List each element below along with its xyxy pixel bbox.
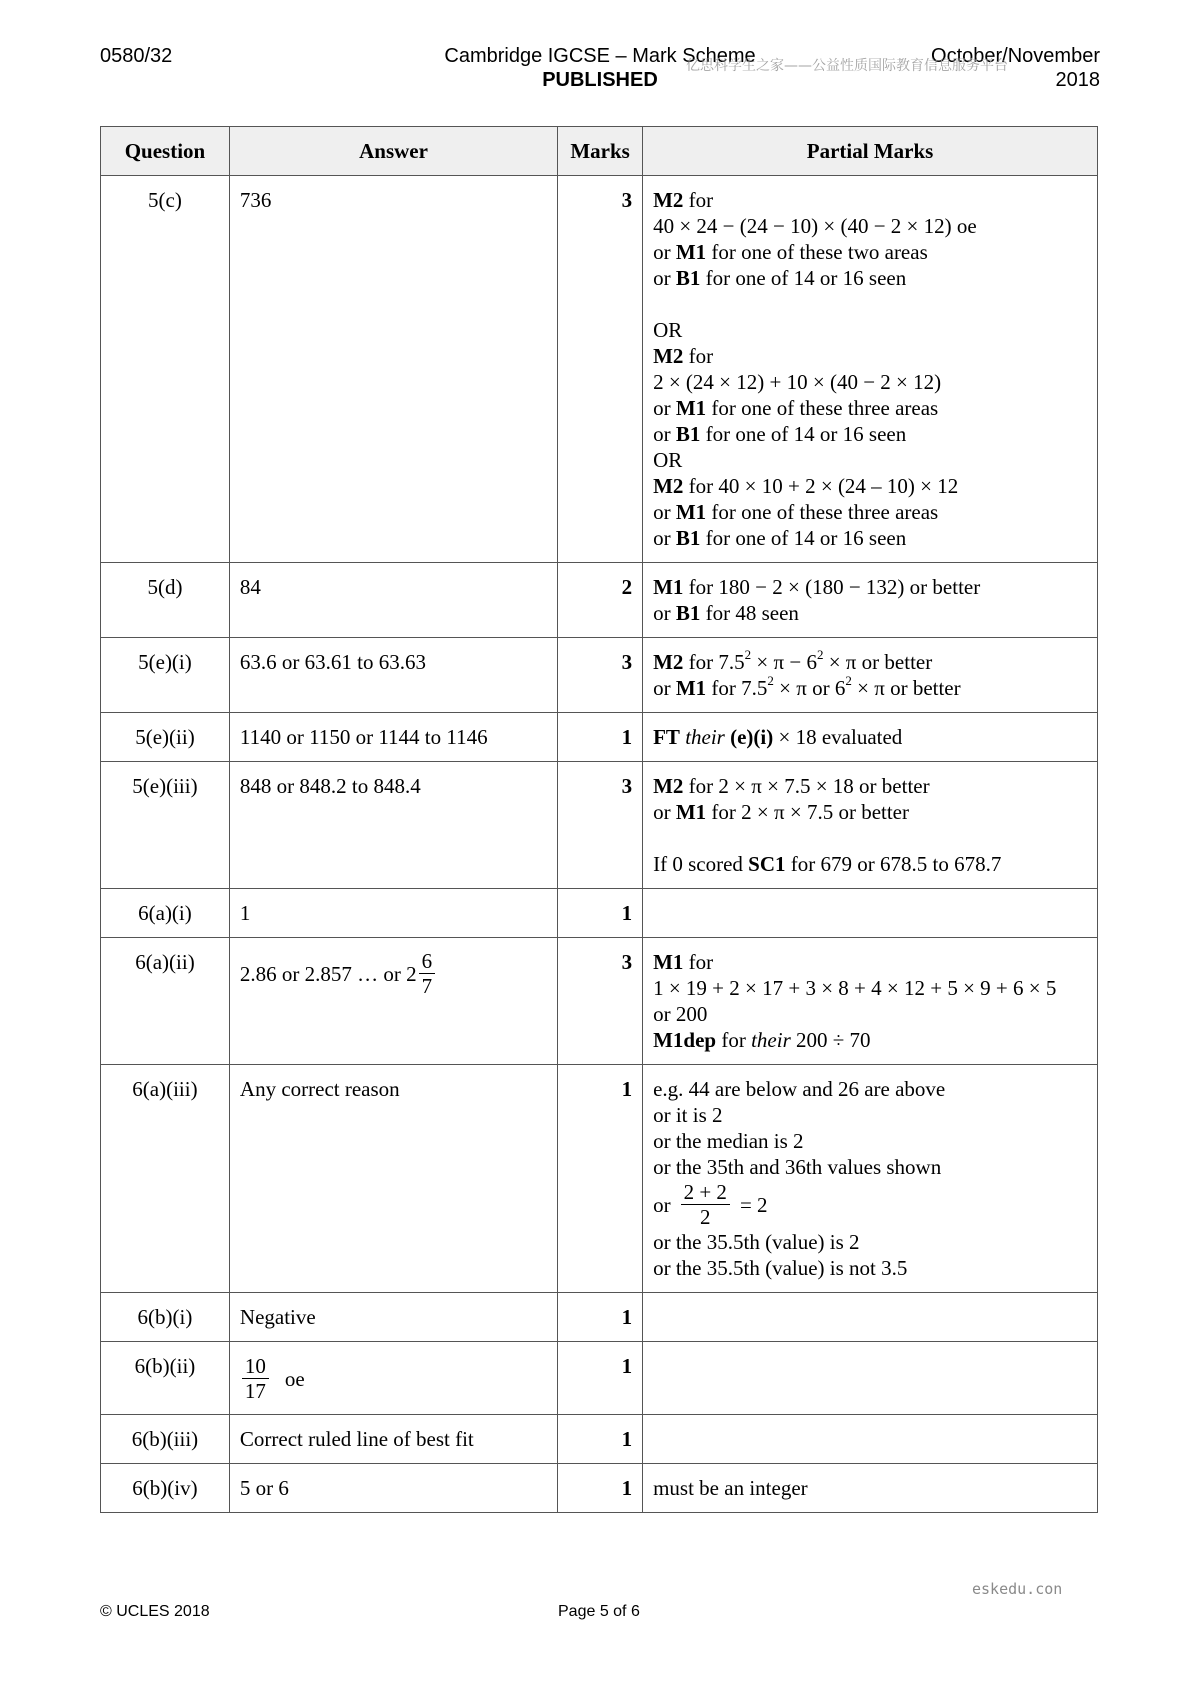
line-text: 40 × 24 − (24 − 10) × (40 − 2 × 12) oe bbox=[653, 214, 977, 238]
partial-mark-line: or the 35th and 36th values shown bbox=[653, 1155, 942, 1179]
marks-value: 3 bbox=[558, 762, 643, 889]
table-header-row bbox=[101, 127, 1098, 176]
partial-mark-line: or it is 2 bbox=[653, 1103, 723, 1127]
line-text: 200 ÷ 70 bbox=[790, 1028, 871, 1052]
partial-mark-line bbox=[653, 447, 1087, 473]
line-prefix: or bbox=[653, 422, 676, 446]
partial-mark-line: or the median is 2 bbox=[653, 1129, 804, 1153]
line-text: for one of 14 or 16 seen bbox=[700, 526, 907, 550]
table-row bbox=[101, 889, 1098, 938]
mark-code: M1 bbox=[653, 575, 684, 599]
table-row bbox=[101, 1293, 1098, 1342]
partial-mark-line bbox=[653, 773, 1087, 799]
partial-mark-line: or the 35.5th (value) is 2 bbox=[653, 1230, 860, 1254]
line-prefix: or bbox=[653, 240, 676, 264]
line-text: for one of 14 or 16 seen bbox=[700, 422, 907, 446]
partial-marks-cell bbox=[643, 889, 1098, 938]
partial-marks-cell bbox=[643, 563, 1098, 638]
answer-text: Correct ruled line of best fit bbox=[239, 1427, 474, 1451]
marks-value: 1 bbox=[558, 1415, 643, 1464]
line-text: for 7.5 bbox=[706, 676, 768, 700]
fraction bbox=[419, 949, 436, 998]
partial-mark-line bbox=[653, 395, 1087, 421]
line-text: for one of these three areas bbox=[706, 500, 939, 524]
table-row bbox=[101, 1464, 1098, 1513]
marks-value: 3 bbox=[558, 938, 643, 1065]
partial-mark-line bbox=[653, 187, 1087, 213]
partial-marks-cell bbox=[643, 176, 1098, 563]
line-text: OR bbox=[653, 448, 683, 472]
mark-code: M2 bbox=[653, 474, 684, 498]
partial-mark-line bbox=[653, 724, 1087, 750]
marks-value: 3 bbox=[558, 176, 643, 563]
partial-marks-cell bbox=[643, 638, 1098, 713]
line-text: for 679 or 678.5 to 678.7 bbox=[785, 852, 1002, 876]
mark-code: M1 bbox=[675, 500, 707, 524]
answer-text: 736 bbox=[239, 188, 272, 212]
line-text: for 7.5 bbox=[683, 650, 745, 674]
watermark-text: 亿思科学生之家——公益性质国际教育信息服务平台 bbox=[686, 58, 1008, 74]
line-prefix: or bbox=[653, 526, 676, 550]
question-number: 5(e)(ii) bbox=[101, 713, 230, 762]
fraction bbox=[242, 1354, 269, 1403]
line-prefix: or bbox=[653, 500, 676, 524]
line-italic: their bbox=[751, 1028, 791, 1052]
table-row bbox=[101, 563, 1098, 638]
line-text: for 40 × 10 + 2 × (24 – 10) × 12 bbox=[683, 474, 959, 498]
answer-text: 84 bbox=[239, 575, 261, 599]
partial-marks-cell bbox=[643, 713, 1098, 762]
question-number: 6(a)(i) bbox=[101, 889, 230, 938]
mark-code: M2 bbox=[653, 774, 684, 798]
line-text: for 48 seen bbox=[700, 601, 799, 625]
partial-marks-cell bbox=[643, 1415, 1098, 1464]
mark-code: M2 bbox=[653, 188, 684, 212]
table-row bbox=[101, 713, 1098, 762]
year-label: 2018 bbox=[1055, 69, 1100, 91]
answer-cell bbox=[229, 1293, 557, 1342]
line-prefix: or bbox=[653, 1192, 671, 1217]
marks-value: 2 bbox=[558, 563, 643, 638]
partial-mark-line bbox=[653, 343, 1087, 369]
partial-mark-line bbox=[653, 675, 1087, 701]
answer-text: 2.86 or 2.857 … or 2 bbox=[239, 961, 417, 986]
line-text: for 180 − 2 × (180 − 132) or better bbox=[683, 575, 981, 599]
partial-marks-cell bbox=[643, 1342, 1098, 1415]
line-prefix: or bbox=[653, 396, 676, 420]
scheme-title: Cambridge IGCSE – Mark Scheme bbox=[444, 45, 756, 67]
answer-cell bbox=[229, 762, 557, 889]
question-number: 6(a)(iii) bbox=[101, 1065, 230, 1293]
partial-mark-line bbox=[653, 421, 1087, 447]
part-reference: (e)(i) bbox=[730, 725, 774, 749]
table-row bbox=[101, 1065, 1098, 1293]
header-answer: Answer bbox=[229, 127, 557, 176]
question-number: 6(b)(ii) bbox=[101, 1342, 230, 1415]
answer-text: 1 bbox=[239, 901, 251, 925]
answer-text: 63.6 or 63.61 to 63.63 bbox=[239, 650, 426, 674]
partial-mark-line bbox=[653, 949, 1087, 975]
partial-mark-line: or 200 bbox=[653, 1002, 708, 1026]
line-text: OR bbox=[653, 318, 683, 342]
line-text: for bbox=[683, 344, 714, 368]
mark-code: B1 bbox=[675, 601, 701, 625]
line-text: × 18 evaluated bbox=[773, 725, 903, 749]
line-text: for bbox=[716, 1028, 752, 1052]
partial-mark-line bbox=[653, 851, 1087, 877]
line-text: for 2 × π × 7.5 or better bbox=[706, 800, 909, 824]
paper-code: 0580/32 bbox=[100, 45, 173, 67]
marks-value: 1 bbox=[558, 713, 643, 762]
line-text: × π or 6 bbox=[773, 676, 846, 700]
answer-cell bbox=[229, 176, 557, 563]
fraction-numerator: 2 + 2 bbox=[681, 1180, 730, 1205]
partial-mark-line bbox=[653, 473, 1087, 499]
spacer bbox=[653, 291, 1087, 317]
answer-cell bbox=[229, 638, 557, 713]
answer-fraction bbox=[240, 1354, 305, 1403]
marks-value: 1 bbox=[558, 889, 643, 938]
answer-cell bbox=[229, 1415, 557, 1464]
line-prefix: or bbox=[653, 676, 676, 700]
session-label: October/November bbox=[931, 45, 1100, 67]
question-number: 6(b)(i) bbox=[101, 1293, 230, 1342]
line-text: × π − 6 bbox=[751, 650, 817, 674]
line-text: for bbox=[683, 188, 714, 212]
question-number: 5(d) bbox=[101, 563, 230, 638]
mark-code: M1 bbox=[675, 396, 707, 420]
mark-code: M1dep bbox=[653, 1028, 717, 1052]
line-text: × π or better bbox=[851, 676, 961, 700]
mark-code: B1 bbox=[675, 526, 701, 550]
answer-cell bbox=[229, 938, 557, 1065]
mark-code: FT bbox=[653, 725, 680, 749]
mark-scheme-table bbox=[100, 126, 1098, 1513]
table-row bbox=[101, 938, 1098, 1065]
mark-code: B1 bbox=[675, 266, 701, 290]
answer-text: Any correct reason bbox=[239, 1077, 400, 1101]
partial-mark-line: or the 35.5th (value) is not 3.5 bbox=[653, 1256, 908, 1280]
partial-mark-line bbox=[653, 799, 1087, 825]
answer-mixed-number bbox=[240, 949, 437, 998]
fraction-denominator: 7 bbox=[421, 974, 433, 998]
fraction-numerator: 6 bbox=[419, 949, 436, 974]
header-marks: Marks bbox=[558, 127, 643, 176]
question-number: 5(e)(iii) bbox=[101, 762, 230, 889]
answer-text: 848 or 848.2 to 848.4 bbox=[239, 774, 421, 798]
answer-oe: oe bbox=[284, 1366, 305, 1391]
partial-mark-line: e.g. 44 are below and 26 are above bbox=[653, 1077, 946, 1101]
mark-code: M2 bbox=[653, 344, 684, 368]
line-prefix: or bbox=[653, 601, 676, 625]
partial-mark-line bbox=[653, 649, 1087, 675]
partial-mark-line bbox=[653, 239, 1087, 265]
fraction-denominator: 2 bbox=[700, 1205, 711, 1229]
spacer bbox=[653, 825, 1087, 851]
answer-cell bbox=[229, 1065, 557, 1293]
partial-mark-line bbox=[653, 499, 1087, 525]
partial-mark-line bbox=[653, 574, 1087, 600]
marks-value: 1 bbox=[558, 1342, 643, 1415]
partial-marks-cell bbox=[643, 938, 1098, 1065]
partial-mark-line bbox=[653, 1180, 1087, 1229]
marks-value: 1 bbox=[558, 1464, 643, 1513]
mark-code: M1 bbox=[675, 676, 707, 700]
page-number: Page 5 of 6 bbox=[558, 1603, 640, 1620]
question-number: 6(a)(ii) bbox=[101, 938, 230, 1065]
mark-code: SC1 bbox=[748, 852, 786, 876]
question-number: 6(b)(iv) bbox=[101, 1464, 230, 1513]
partial-marks-cell bbox=[643, 762, 1098, 889]
line-text: = 2 bbox=[739, 1192, 768, 1217]
mark-code: M1 bbox=[675, 240, 707, 264]
mark-code: B1 bbox=[675, 422, 701, 446]
line-italic: their bbox=[679, 725, 731, 749]
header-partial-marks: Partial Marks bbox=[643, 127, 1098, 176]
partial-marks-cell bbox=[643, 1464, 1098, 1513]
answer-cell bbox=[229, 1342, 557, 1415]
answer-text: 5 or 6 bbox=[239, 1476, 289, 1500]
partial-marks-cell bbox=[643, 1065, 1098, 1293]
partial-mark-line bbox=[653, 369, 1087, 395]
partial-mark-line bbox=[653, 600, 1087, 626]
line-text: for one of these three areas bbox=[706, 396, 939, 420]
partial-mark-line bbox=[653, 525, 1087, 551]
line-text: for bbox=[683, 950, 714, 974]
published-label: PUBLISHED bbox=[542, 69, 658, 91]
exponent: 2 bbox=[816, 647, 824, 662]
header-question: Question bbox=[101, 127, 230, 176]
marks-value: 3 bbox=[558, 638, 643, 713]
mark-code: M1 bbox=[653, 950, 684, 974]
fraction bbox=[681, 1180, 730, 1229]
mark-code: M2 bbox=[653, 650, 684, 674]
table-row bbox=[101, 176, 1098, 563]
exponent: 2 bbox=[744, 647, 752, 662]
partial-mark-line bbox=[653, 317, 1087, 343]
answer-text: Negative bbox=[239, 1305, 316, 1329]
line-text: for one of 14 or 16 seen bbox=[700, 266, 907, 290]
partial-mark-line bbox=[653, 265, 1087, 291]
line-prefix: or bbox=[653, 266, 676, 290]
table-row bbox=[101, 1342, 1098, 1415]
exponent: 2 bbox=[767, 673, 774, 688]
question-number: 6(b)(iii) bbox=[101, 1415, 230, 1464]
answer-cell bbox=[229, 889, 557, 938]
line-text: for 2 × π × 7.5 × 18 or better bbox=[683, 774, 930, 798]
marks-value: 1 bbox=[558, 1293, 643, 1342]
answer-cell bbox=[229, 563, 557, 638]
partial-mark-line: 1 × 19 + 2 × 17 + 3 × 8 + 4 × 12 + 5 × 9 + 6 × 5 bbox=[653, 976, 1057, 1000]
answer-cell bbox=[229, 1464, 557, 1513]
question-number: 5(c) bbox=[101, 176, 230, 563]
table-row bbox=[101, 1415, 1098, 1464]
answer-text: 1140 or 1150 or 1144 to 1146 bbox=[239, 725, 488, 749]
partial-mark-line bbox=[653, 1027, 1087, 1053]
site-watermark: eskedu.con bbox=[972, 1580, 1063, 1598]
line-text: × π or better bbox=[823, 650, 933, 674]
line-text: must be an integer bbox=[653, 1476, 808, 1500]
line-text: 2 × (24 × 12) + 10 × (40 − 2 × 12) bbox=[653, 370, 942, 394]
partial-marks-cell bbox=[643, 1293, 1098, 1342]
question-number: 5(e)(i) bbox=[101, 638, 230, 713]
mark-code: M1 bbox=[675, 800, 707, 824]
exponent: 2 bbox=[845, 673, 852, 688]
fraction-numerator: 10 bbox=[242, 1354, 269, 1379]
partial-mark-line bbox=[653, 213, 1087, 239]
answer-cell bbox=[229, 713, 557, 762]
table-row bbox=[101, 762, 1098, 889]
line-prefix: If 0 scored bbox=[653, 852, 749, 876]
line-prefix: or bbox=[653, 800, 676, 824]
marks-value: 1 bbox=[558, 1065, 643, 1293]
line-text: for one of these two areas bbox=[706, 240, 928, 264]
table-row bbox=[101, 638, 1098, 713]
fraction-denominator: 17 bbox=[244, 1379, 266, 1403]
partial-mark-line bbox=[653, 1475, 1087, 1501]
copyright: © UCLES 2018 bbox=[100, 1603, 210, 1620]
